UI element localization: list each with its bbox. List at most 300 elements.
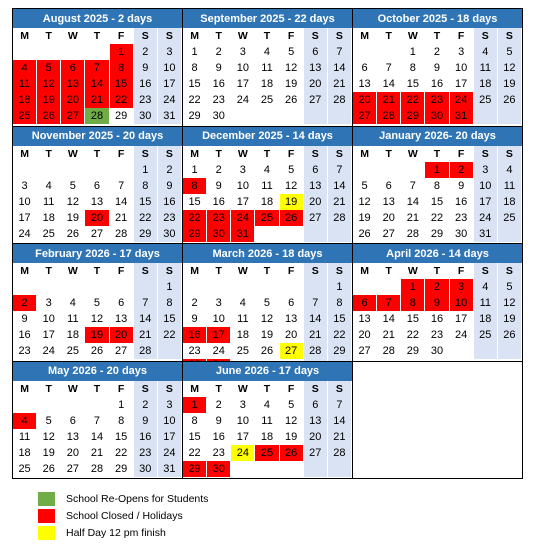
day-cell: 17: [158, 76, 182, 92]
day-cell: 25: [255, 92, 279, 108]
day-cell: 4: [37, 178, 61, 194]
day-cell: 22: [183, 92, 207, 108]
week-row: [183, 279, 352, 295]
day-cell: 19: [280, 76, 304, 92]
day-cell: 8: [158, 295, 182, 311]
weekday-header: F: [280, 381, 304, 397]
legend-swatch: [38, 526, 55, 540]
weekday-header: S: [498, 146, 522, 162]
weekday-header: W: [231, 381, 255, 397]
day-cell: 30: [207, 461, 231, 477]
day-cell: 8: [328, 295, 352, 311]
day-cell: 8: [183, 413, 207, 429]
day-cell: 17: [207, 327, 231, 343]
week-row: [353, 60, 522, 76]
day-cell: 28: [85, 108, 109, 124]
week-row: [183, 108, 352, 124]
day-cell: 24: [231, 445, 255, 461]
weekday-header: S: [134, 28, 158, 44]
day-cell: 12: [37, 76, 61, 92]
blank-day-cell: [134, 279, 158, 295]
day-cell: 23: [207, 445, 231, 461]
blank-day-cell: [353, 279, 377, 295]
day-cell: 24: [231, 210, 255, 226]
day-cell: 1: [183, 162, 207, 178]
weekday-header: T: [377, 146, 401, 162]
day-cell: 31: [474, 226, 498, 242]
day-cell: 27: [353, 108, 377, 124]
day-cell: 22: [401, 327, 425, 343]
day-cell: 28: [377, 343, 401, 359]
day-cell: 27: [85, 226, 109, 242]
weekday-header: T: [37, 28, 61, 44]
blank-day-cell: [377, 279, 401, 295]
day-cell: 11: [255, 60, 279, 76]
week-row: [183, 311, 352, 327]
day-cell: 15: [183, 194, 207, 210]
day-cell: 24: [474, 210, 498, 226]
day-cell: 31: [158, 461, 182, 477]
day-cell: 2: [450, 162, 474, 178]
week-row: [13, 397, 182, 413]
day-cell: 12: [280, 413, 304, 429]
day-cell: 25: [474, 92, 498, 108]
blank-day-cell: [255, 461, 279, 477]
weekday-header: T: [425, 28, 449, 44]
blank-day-cell: [353, 44, 377, 60]
day-cell: 29: [401, 343, 425, 359]
day-cell: 17: [158, 429, 182, 445]
weekday-header: S: [498, 263, 522, 279]
blank-day-cell: [231, 461, 255, 477]
day-cell: 16: [207, 194, 231, 210]
day-cell: 2: [207, 162, 231, 178]
day-cell: 18: [255, 76, 279, 92]
day-cell: 21: [328, 194, 352, 210]
weekday-header: F: [450, 263, 474, 279]
day-cell: 21: [110, 210, 134, 226]
day-cell: 19: [37, 445, 61, 461]
day-cell: 14: [304, 311, 328, 327]
day-cell: 13: [85, 194, 109, 210]
day-cell: 1: [401, 279, 425, 295]
day-cell: 19: [353, 210, 377, 226]
day-cell: 4: [255, 44, 279, 60]
day-cell: 21: [85, 445, 109, 461]
weekday-header: T: [37, 263, 61, 279]
blank-day-cell: [377, 162, 401, 178]
month-title: June 2026 - 17 days: [183, 362, 352, 381]
weekday-header-row: [13, 146, 182, 162]
day-cell: 27: [110, 343, 134, 359]
day-cell: 20: [304, 429, 328, 445]
day-cell: 31: [450, 108, 474, 124]
week-row: [353, 279, 522, 295]
weekday-header-row: [183, 146, 352, 162]
blank-day-cell: [207, 279, 231, 295]
day-cell: 20: [304, 76, 328, 92]
day-cell: 18: [255, 194, 279, 210]
day-cell: 9: [425, 60, 449, 76]
weekday-header: M: [13, 28, 37, 44]
day-cell: 4: [474, 44, 498, 60]
day-cell: 28: [328, 210, 352, 226]
day-cell: 22: [328, 327, 352, 343]
week-row: [183, 210, 352, 226]
day-cell: 7: [377, 60, 401, 76]
day-cell: 23: [207, 92, 231, 108]
day-cell: 13: [110, 311, 134, 327]
weekday-header: S: [134, 381, 158, 397]
week-row: [13, 413, 182, 429]
month-block: [13, 244, 183, 362]
day-cell: 17: [231, 194, 255, 210]
day-cell: 30: [207, 226, 231, 242]
day-cell: 25: [231, 343, 255, 359]
day-cell: 7: [110, 178, 134, 194]
week-row: [353, 108, 522, 124]
month-block: [13, 127, 183, 245]
day-cell: 6: [304, 397, 328, 413]
week-row: [13, 343, 182, 359]
day-cell: 14: [377, 76, 401, 92]
day-cell: 1: [134, 162, 158, 178]
blank-day-cell: [401, 162, 425, 178]
month-block: [183, 9, 353, 127]
blank-day-cell: [13, 162, 37, 178]
day-cell: 28: [377, 108, 401, 124]
day-cell: 28: [85, 461, 109, 477]
day-cell: 28: [328, 445, 352, 461]
day-cell: 16: [425, 311, 449, 327]
day-cell: 4: [255, 397, 279, 413]
weekday-header: T: [377, 263, 401, 279]
day-cell: 25: [498, 210, 522, 226]
day-cell: 6: [280, 295, 304, 311]
week-row: [13, 429, 182, 445]
weekday-header: T: [255, 381, 279, 397]
day-cell: 21: [377, 327, 401, 343]
day-cell: 11: [474, 295, 498, 311]
weekday-header: F: [110, 146, 134, 162]
week-row: [183, 413, 352, 429]
week-row: [13, 194, 182, 210]
weekday-header: T: [207, 28, 231, 44]
day-cell: 31: [158, 108, 182, 124]
day-cell: 20: [61, 445, 85, 461]
week-row: [353, 162, 522, 178]
day-cell: 29: [183, 226, 207, 242]
day-cell: 29: [110, 108, 134, 124]
day-cell: 29: [425, 226, 449, 242]
day-cell: 13: [61, 429, 85, 445]
weekday-header: T: [85, 381, 109, 397]
day-cell: 4: [498, 162, 522, 178]
day-cell: 13: [353, 76, 377, 92]
week-row: [353, 178, 522, 194]
blank-day-cell: [304, 279, 328, 295]
day-cell: 20: [353, 327, 377, 343]
day-cell: 9: [450, 178, 474, 194]
day-cell: 12: [280, 178, 304, 194]
day-cell: 23: [425, 92, 449, 108]
weekday-header: S: [498, 28, 522, 44]
day-cell: 23: [450, 210, 474, 226]
day-cell: 21: [85, 92, 109, 108]
weekday-header: M: [13, 146, 37, 162]
weekday-header: W: [61, 381, 85, 397]
month-block: [353, 244, 523, 362]
day-cell: 2: [134, 44, 158, 60]
day-cell: 10: [474, 178, 498, 194]
month-title: September 2025 - 22 days: [183, 9, 352, 28]
week-row: [13, 178, 182, 194]
day-cell: 14: [110, 194, 134, 210]
day-cell: 26: [280, 92, 304, 108]
legend: [38, 490, 208, 541]
week-row: [13, 327, 182, 343]
blank-day-cell: [37, 162, 61, 178]
week-row: [183, 327, 352, 343]
day-cell: 11: [13, 76, 37, 92]
day-cell: 16: [183, 327, 207, 343]
day-cell: 21: [328, 76, 352, 92]
day-cell: 10: [231, 413, 255, 429]
month-title: [353, 362, 522, 381]
legend-item: [38, 507, 208, 524]
day-cell: 23: [134, 92, 158, 108]
day-cell: 14: [85, 76, 109, 92]
week-row: [13, 311, 182, 327]
day-cell: 3: [474, 162, 498, 178]
day-cell: 26: [353, 226, 377, 242]
day-cell: 15: [328, 311, 352, 327]
day-cell: 17: [231, 429, 255, 445]
blank-day-cell: [255, 108, 279, 124]
day-cell: 3: [158, 397, 182, 413]
day-cell: 19: [85, 327, 109, 343]
day-cell: 30: [425, 108, 449, 124]
day-cell: 8: [183, 60, 207, 76]
day-cell: 1: [110, 44, 134, 60]
day-cell: 22: [110, 92, 134, 108]
weekday-header-row: [183, 263, 352, 279]
day-cell: 5: [85, 295, 109, 311]
day-cell: 9: [207, 60, 231, 76]
day-cell: 12: [498, 295, 522, 311]
day-cell: 5: [37, 60, 61, 76]
day-cell: 12: [37, 429, 61, 445]
blank-day-cell: [85, 397, 109, 413]
month-block: [183, 362, 353, 480]
week-row: [13, 279, 182, 295]
day-cell: 6: [377, 178, 401, 194]
weekday-header: W: [61, 28, 85, 44]
week-row: [13, 44, 182, 60]
blank-day-cell: [255, 226, 279, 242]
week-row: [183, 397, 352, 413]
day-cell: 16: [450, 194, 474, 210]
day-cell: 16: [158, 194, 182, 210]
week-row: [183, 295, 352, 311]
day-cell: 13: [61, 76, 85, 92]
day-cell: 19: [280, 194, 304, 210]
week-row: [183, 92, 352, 108]
day-cell: 16: [207, 76, 231, 92]
day-cell: 11: [231, 311, 255, 327]
weekday-header: M: [353, 146, 377, 162]
weekday-header: F: [110, 263, 134, 279]
day-cell: 9: [207, 413, 231, 429]
day-cell: 24: [37, 343, 61, 359]
blank-day-cell: [304, 108, 328, 124]
day-cell: 18: [474, 76, 498, 92]
day-cell: 9: [158, 178, 182, 194]
day-cell: 17: [37, 327, 61, 343]
weekday-header: T: [37, 146, 61, 162]
day-cell: 7: [134, 295, 158, 311]
day-cell: 14: [377, 311, 401, 327]
week-row: [353, 76, 522, 92]
week-row: [13, 295, 182, 311]
weekday-header: T: [255, 28, 279, 44]
day-cell: 27: [304, 92, 328, 108]
blank-day-cell: [474, 343, 498, 359]
day-cell: 11: [255, 178, 279, 194]
day-cell: 22: [425, 210, 449, 226]
day-cell: 1: [401, 44, 425, 60]
week-row: [183, 178, 352, 194]
week-row: [13, 76, 182, 92]
day-cell: 24: [450, 92, 474, 108]
day-cell: 2: [207, 397, 231, 413]
blank-day-cell: [474, 108, 498, 124]
weekday-header: S: [474, 146, 498, 162]
day-cell: 7: [328, 397, 352, 413]
month-block: [183, 244, 353, 362]
month-block: [183, 127, 353, 245]
blank-day-cell: [61, 279, 85, 295]
day-cell: 3: [13, 178, 37, 194]
day-cell: 4: [474, 279, 498, 295]
day-cell: 5: [61, 178, 85, 194]
day-cell: 15: [110, 76, 134, 92]
day-cell: 26: [85, 343, 109, 359]
day-cell: 29: [183, 461, 207, 477]
blank-day-cell: [231, 279, 255, 295]
day-cell: 20: [85, 210, 109, 226]
day-cell: 4: [231, 295, 255, 311]
month-title: January 2026- 20 days: [353, 127, 522, 146]
weekday-header: T: [85, 28, 109, 44]
day-cell: 25: [13, 461, 37, 477]
day-cell: 31: [231, 226, 255, 242]
blank-day-cell: [328, 108, 352, 124]
week-row: [183, 343, 352, 359]
day-cell: 5: [280, 397, 304, 413]
blank-day-cell: [85, 44, 109, 60]
day-cell: 14: [401, 194, 425, 210]
day-cell: 18: [37, 210, 61, 226]
day-cell: 25: [37, 226, 61, 242]
day-cell: 12: [353, 194, 377, 210]
day-cell: 26: [498, 92, 522, 108]
weekday-header: W: [231, 263, 255, 279]
blank-day-cell: [450, 343, 474, 359]
day-cell: 14: [85, 429, 109, 445]
blank-day-cell: [377, 44, 401, 60]
weekday-header: T: [255, 146, 279, 162]
day-cell: 22: [158, 327, 182, 343]
day-cell: 20: [377, 210, 401, 226]
month-block: [13, 362, 183, 480]
day-cell: 21: [134, 327, 158, 343]
day-cell: 21: [377, 92, 401, 108]
weekday-header: T: [255, 263, 279, 279]
day-cell: 25: [255, 445, 279, 461]
day-cell: 8: [425, 178, 449, 194]
day-cell: 18: [255, 429, 279, 445]
weekday-header: W: [61, 263, 85, 279]
day-cell: 6: [353, 60, 377, 76]
day-cell: 9: [183, 311, 207, 327]
day-cell: 10: [450, 60, 474, 76]
day-cell: 4: [13, 413, 37, 429]
day-cell: 13: [304, 178, 328, 194]
week-row: [13, 210, 182, 226]
day-cell: 23: [183, 343, 207, 359]
week-row: [353, 226, 522, 242]
weekday-header: W: [401, 263, 425, 279]
day-cell: 8: [110, 60, 134, 76]
day-cell: 18: [474, 311, 498, 327]
weekday-header: S: [328, 146, 352, 162]
blank-day-cell: [304, 226, 328, 242]
blank-day-cell: [280, 461, 304, 477]
day-cell: 10: [13, 194, 37, 210]
weekday-header: W: [401, 146, 425, 162]
weekday-header: T: [207, 381, 231, 397]
day-cell: 29: [401, 108, 425, 124]
weekday-header: T: [207, 263, 231, 279]
day-cell: 16: [425, 76, 449, 92]
day-cell: 16: [134, 429, 158, 445]
day-cell: 11: [498, 178, 522, 194]
day-cell: 1: [158, 279, 182, 295]
day-cell: 7: [377, 295, 401, 311]
day-cell: 11: [61, 311, 85, 327]
day-cell: 18: [61, 327, 85, 343]
day-cell: 21: [401, 210, 425, 226]
day-cell: 18: [498, 194, 522, 210]
day-cell: 1: [183, 397, 207, 413]
month-title: November 2025 - 20 days: [13, 127, 182, 146]
day-cell: 2: [183, 295, 207, 311]
legend-item: [38, 524, 208, 541]
month-title: May 2026 - 20 days: [13, 362, 182, 381]
day-cell: 14: [328, 413, 352, 429]
weekday-header: M: [183, 381, 207, 397]
day-cell: 25: [255, 210, 279, 226]
day-cell: 23: [13, 343, 37, 359]
day-cell: 3: [231, 44, 255, 60]
weekday-header: F: [450, 28, 474, 44]
day-cell: 10: [158, 413, 182, 429]
blank-day-cell: [37, 279, 61, 295]
day-cell: 19: [498, 76, 522, 92]
legend-item: [38, 490, 208, 507]
month-block: [353, 127, 523, 245]
